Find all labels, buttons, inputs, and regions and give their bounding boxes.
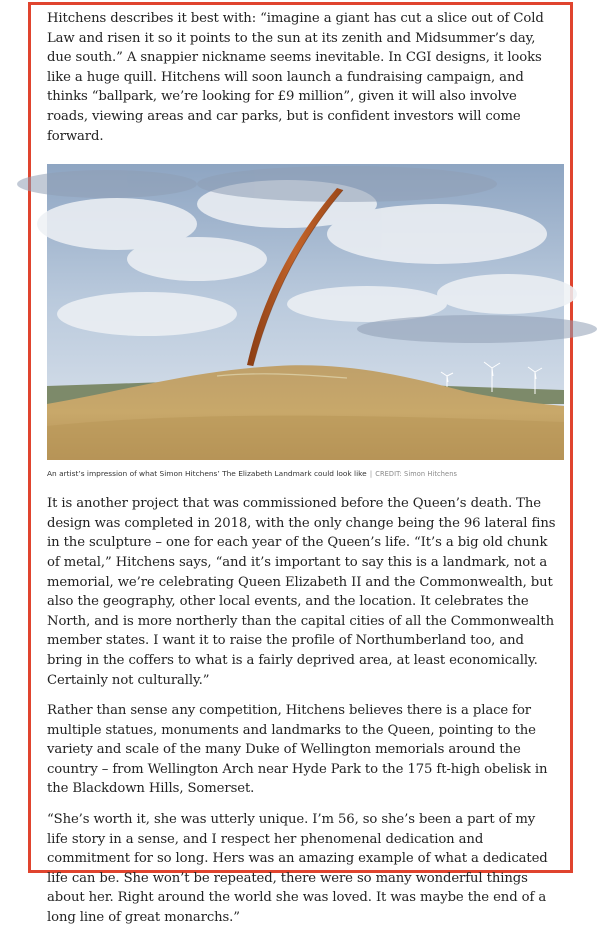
article-figure xyxy=(47,164,564,460)
figure-caption xyxy=(47,469,559,478)
article-paragraph-1: Hitchens describes it best with: “imagine a giant has cut a slice out of Cold Law and risen it so it points to the sun at its zenith and Midsummer’s day, due south.” A snappier nickname seems inevitable. In CGI designs, it looks like a huge quill. Hitchens will soon launch a fundraising campaign, and thinks “ballpark, we’re looking for £9 million”, given it will also involve roads, viewing areas and car parks, but is confident investors will come forward. xyxy=(47,11,544,144)
caption-text: An artist’s impression of what Simon Hitchens’ The Elizabeth Landmark could look like xyxy=(47,469,367,479)
article-paragraph-4: “She’s worth it, she was utterly unique. I’m 56, so she’s been a part of my life story in a sense, and I respect her phenomenal dedication and commitment for so long. Hers was an amazing example of what a dedicated life can be. She won’t be repeated, there were so many wonderful things about her. Right around the world she was loved. It was maybe the end of a long line of great monarchs.” xyxy=(47,812,548,926)
article-body xyxy=(47,9,559,928)
caption-credit: CREDIT: Simon Hitchens xyxy=(375,470,458,479)
article-paragraph-3: Rather than sense any competition, Hitchens believes there is a place for multiple statues, monuments and landmarks to the Queen, pointing to the variety and scale of the many Duke of Wellington memorials around the country – from Wellington Arch near Hyde Park to the 175 ft-high obelisk in the Blackdown Hills, Somerset. xyxy=(47,703,548,797)
caption-separator: | xyxy=(369,469,373,479)
article-paragraph-2: It is another project that was commissioned before the Queen’s death. The design was completed in 2018, with the only change being the 96 lateral fins in the sculpture – one for each year of the Queen’s life. “It’s a big old chunk of metal,” Hitchens says, “and it’s important to say this is a landmark, not a memorial, we’re celebrating Queen Elizabeth II and the Commonwealth, but also the geography, other local events, and the location. It celebrates the North, and is more northerly than the capital cities of all the Commonwealth member states. I want it to raise the profile of Northumberland too, and bring in the coffers to what is a fairly deprived area, at least economically. Certainly not culturally.” xyxy=(47,496,556,688)
landmark-illustration xyxy=(47,164,564,460)
article-frame xyxy=(28,2,573,926)
